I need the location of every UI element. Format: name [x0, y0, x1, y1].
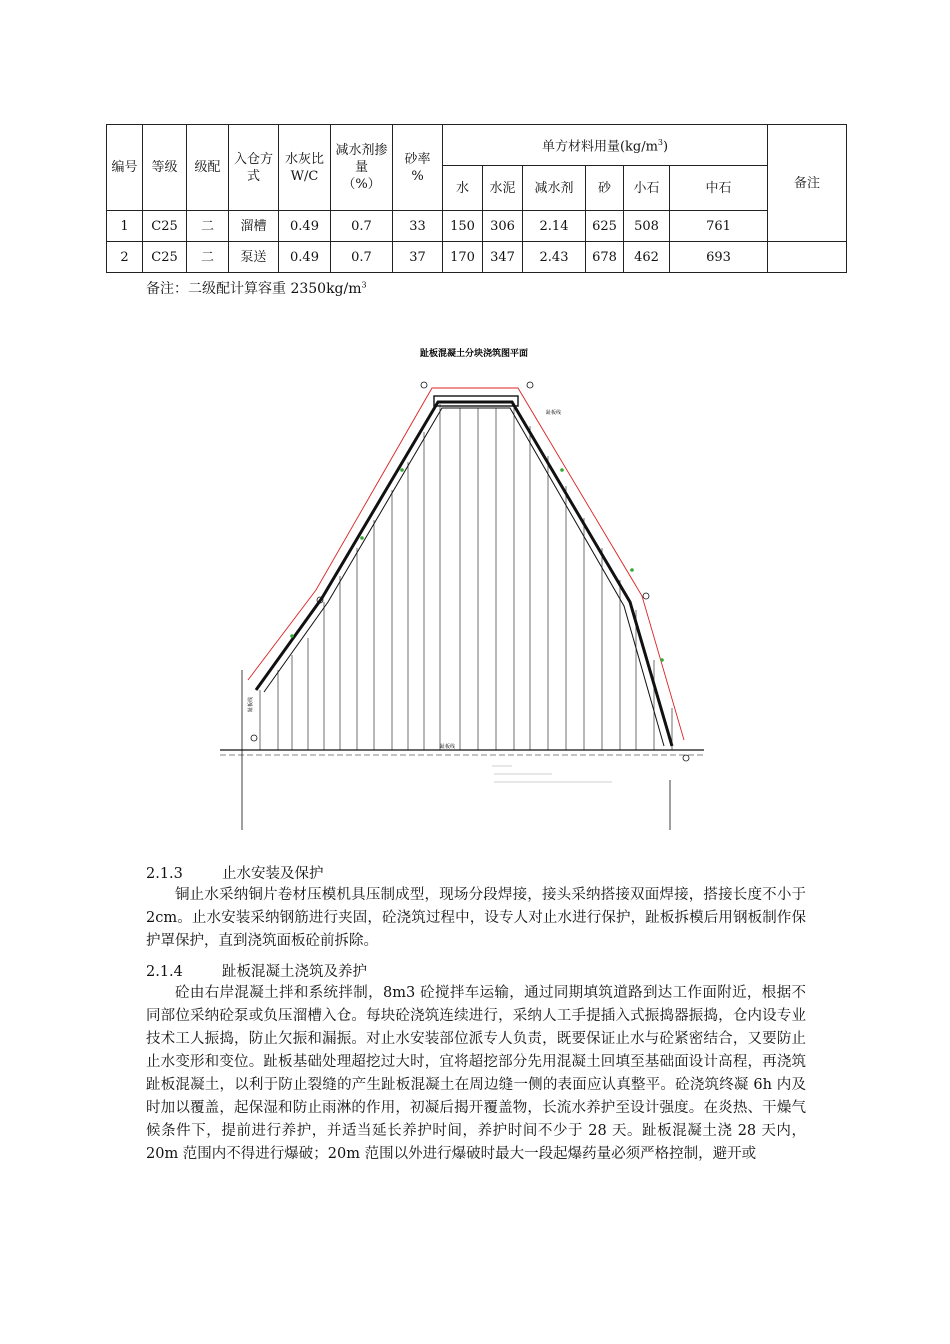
section-title: 止水安装及保护	[222, 866, 324, 882]
header-reducer: 减水剂	[523, 166, 586, 211]
cell-remark	[768, 242, 847, 273]
drawing-notes	[492, 766, 612, 782]
cell-cement: 306	[483, 211, 523, 242]
cell-wc: 0.49	[279, 242, 331, 273]
table-note: 备注：二级配计算容重 $2350kg/m^3$	[146, 280, 367, 297]
table-header-row	[107, 125, 847, 166]
cell-medium-stone: 761	[670, 211, 768, 242]
section-paragraph-2-1-3: 铜止水采纳铜片卷材压模机具压制成型，现场分段焊接，接头采纳搭接双面焊接，搭接长度不小于 2cm。止水安装采纳钢筋进行夹固，砼浇筑过程中，设专人对止水进行保护，趾板拆模后用钢板制作保护罩保护，直到浇筑面板砼前拆除。	[146, 887, 806, 949]
cell-sand: 678	[586, 242, 624, 273]
section-lines	[260, 404, 672, 750]
cell-sand-ratio: 33	[393, 211, 443, 242]
header-water: 水	[443, 166, 483, 211]
toe-slab-outline	[256, 402, 672, 746]
concrete-mix-table	[106, 124, 847, 273]
header-remark: 备注	[768, 125, 847, 242]
cell-sand-ratio: 37	[393, 242, 443, 273]
cell-wc: 0.49	[279, 211, 331, 242]
cell-water: 170	[443, 242, 483, 273]
header-grade: 等级	[143, 125, 187, 211]
header-small-stone: 小石	[624, 166, 670, 211]
cell-grade: C25	[143, 211, 187, 242]
header-admixture: 减水剂掺量 （%）	[331, 125, 393, 211]
header-gradation: 级配	[187, 125, 229, 211]
header-medium-stone: 中石	[670, 166, 768, 211]
cell-cement: 347	[483, 242, 523, 273]
cell-no: 1	[107, 211, 143, 242]
header-sand: 砂	[586, 166, 624, 211]
cell-admixture: 0.7	[331, 242, 393, 273]
header-no: 编号	[107, 125, 143, 211]
section-number: 2.1.4	[146, 964, 183, 980]
cell-reducer: 2.14	[523, 211, 586, 242]
cell-water: 150	[443, 211, 483, 242]
node-markers	[251, 382, 689, 761]
header-wc: 水灰比 W/C	[279, 125, 331, 211]
section-paragraph-2-1-4: 砼由右岸混凝土拌和系统拌制，8m3 砼搅拌车运输，通过同期填筑道路到达工作面附近，根据不同部位采纳砼泵或负压溜槽入仓。每块砼浇筑连续进行，采纳人工手提插入式振捣器振捣，仓内设专业技术工人振捣，防止欠振和漏振。对止水安装部位派专人负责，既要保证止水与砼紧密结合，又要防止止水变形和变位。趾板基础处理超挖过大时，宜将超挖部分先用混凝土回填至基础面设计高程，再浇筑趾板混凝土，以利于防止裂缝的产生趾板混凝土在周边缝一侧的表面应认真整平。砼浇筑终凝 6h 内及时加以覆盖，起保湿和防止雨淋的作用，初凝后揭开覆盖物，长流水养护至设计强度。在炎热、干燥气候条件下，提前进行养护，并适当延长养护时间，养护时间不少于 28 天。趾板混凝土浇 28 天内，20m 范围内不得进行爆破；20m 范围以外进行爆破时最大一段起爆药量必须严格控制，避开或	[146, 985, 806, 1162]
section-heading-2-1-3	[146, 862, 806, 883]
section-number: 2.1.3	[146, 866, 183, 882]
cell-gradation: 二	[187, 242, 229, 273]
header-cement: 水泥	[483, 166, 523, 211]
label-toe-line-left: 趾板线	[248, 696, 254, 712]
cell-gradation: 二	[187, 211, 229, 242]
excavation-boundary	[248, 388, 684, 740]
cell-small-stone: 508	[624, 211, 670, 242]
cell-reducer: 2.43	[523, 242, 586, 273]
label-toe-line-bottom: 趾板线	[440, 744, 456, 750]
cell-sand: 625	[586, 211, 624, 242]
cell-small-stone: 462	[624, 242, 670, 273]
header-sand-ratio: 砂率 %	[393, 125, 443, 211]
cell-admixture: 0.7	[331, 211, 393, 242]
table-row	[107, 211, 847, 242]
cell-no: 2	[107, 242, 143, 273]
table-row	[107, 242, 847, 273]
toe-slab-plan-drawing	[212, 340, 712, 840]
header-placing: 入仓方式	[229, 125, 279, 211]
cell-placing: 溜槽	[229, 211, 279, 242]
section-title: 趾板混凝土浇筑及养护	[222, 964, 367, 980]
drawing-title: 趾板混凝土分块浇筑图平面	[419, 349, 529, 359]
cell-placing: 泵送	[229, 242, 279, 273]
label-toe-line-right: 趾板线	[546, 410, 562, 416]
section-heading-2-1-4	[146, 960, 806, 981]
header-unit-usage: 单方材料用量$(kg/m^3)$	[443, 125, 768, 166]
cell-medium-stone: 693	[670, 242, 768, 273]
cell-grade: C25	[143, 242, 187, 273]
